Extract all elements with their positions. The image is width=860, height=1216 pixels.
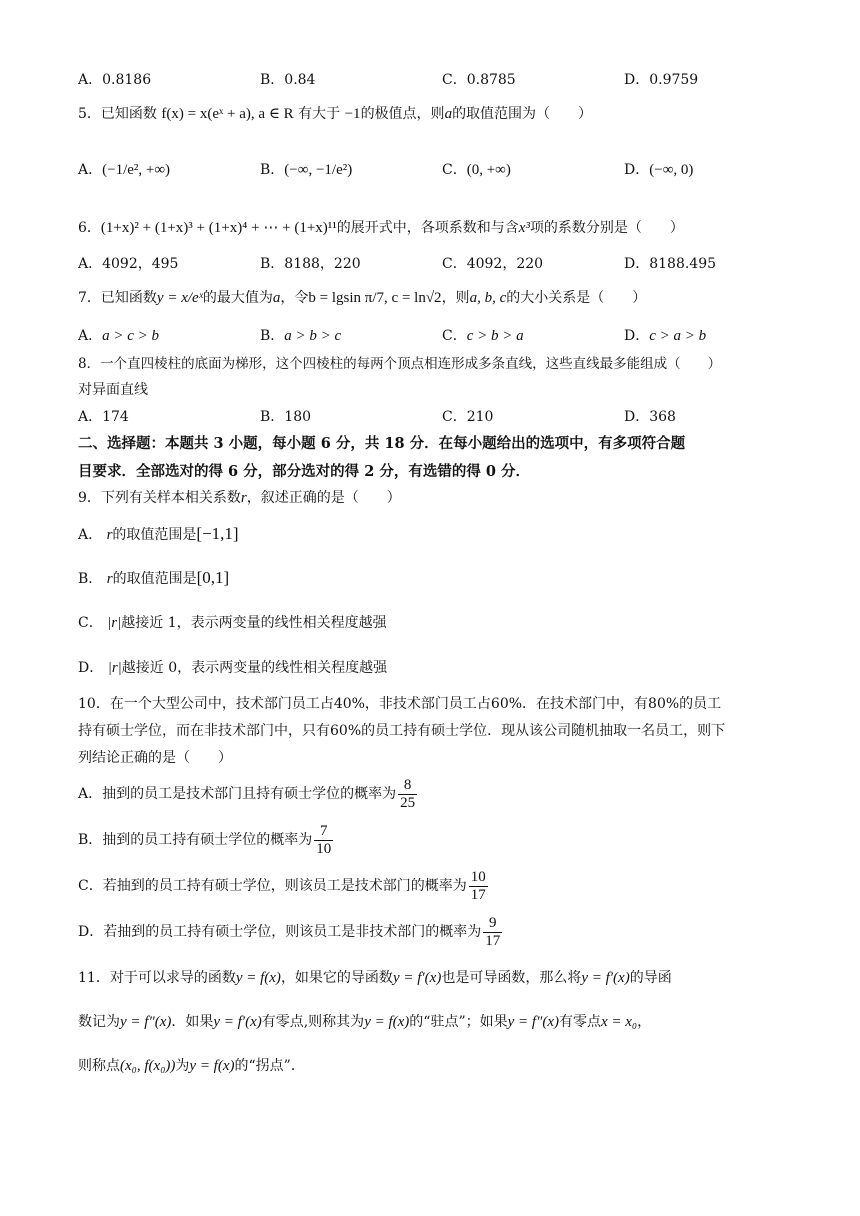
- q7-vars: a, b, c: [469, 290, 507, 306]
- q11-line2: 数记为y = f″(x)．如果y = f′(x)有零点,则称其为y = f(x)的“驻点”；如果y = f″(x)有零点x = x₀，: [78, 1014, 652, 1030]
- q10-option-b: [78, 820, 335, 860]
- q10-option-a: [78, 774, 419, 814]
- q4-option-a: A．0.8186: [78, 72, 152, 88]
- q9-stem-text: 9．下列有关样本相关系数: [78, 490, 241, 506]
- q7-option-c-math: c > b > a: [466, 328, 524, 344]
- q9-stem-end: ，叙述正确的是（ ）: [246, 490, 401, 506]
- q6-stem: [78, 218, 684, 238]
- q9-option-b: B． r的取值范围是[0,1]: [78, 568, 230, 587]
- q6-option-a: A．4092，495: [78, 256, 179, 272]
- q5-option-b: [260, 160, 352, 180]
- q10-option-d-text: D．若抽到的员工持有硕士学位，则该员工是非技术部门的概率为: [78, 924, 482, 940]
- q9-stem: [78, 488, 401, 508]
- q5-end: 的取值范围为（ ）: [452, 106, 593, 122]
- q9-option-a: A． r的取值范围是[−1,1]: [78, 524, 239, 543]
- q9-option-c-abs-r: |r|: [107, 615, 122, 631]
- q6-prefix: 6．: [78, 220, 101, 236]
- q7-option-c: [442, 326, 524, 346]
- q8-option-d: D．368: [624, 409, 676, 425]
- q5-stem: [78, 104, 592, 124]
- q5-option-b-math: (−∞, −1/e²): [284, 162, 353, 178]
- q9-option-c: C． |r|越接近 1，表示两变量的线性相关程度越强: [78, 615, 387, 631]
- q5-option-a: [78, 160, 170, 180]
- q5-suffix: 的极值点，则: [360, 106, 445, 122]
- q8-option-a: A．174: [78, 409, 129, 425]
- q7-option-c-label: C．: [442, 328, 467, 344]
- q7-option-b-label: B．: [260, 328, 285, 344]
- q9-option-a-math: [−1,1]: [196, 524, 239, 543]
- q10-option-d-fraction: $\frac{9}{17}$: [485, 914, 501, 949]
- q9-option-a-text: 的取值范围是: [112, 527, 197, 543]
- section2-heading-line1: 二、选择题：本题共 3 小题，每小题 6 分，共 18 分．在每小题给出的选项中，有多项符合题: [78, 435, 686, 452]
- q5-value: −1: [344, 106, 361, 122]
- q11-line1: 11．对于可以求导的函数y = f(x)，如果它的导函数y = f′(x)也是可导函数，那么将y = f′(x)的导函: [78, 970, 672, 986]
- q5-formula: f(x) = x(eˣ + a), a ∈ R: [161, 106, 294, 122]
- q6-text2: 项的系数分别是（ ）: [529, 220, 684, 236]
- q11-line3: 则称点(x₀, f(x₀))为y = f(x)的“拐点”．: [78, 1058, 305, 1074]
- q7-option-d: [624, 326, 706, 346]
- q10-line1: 10．在一个大型公司中，技术部门员工占40%，非技术部门员工占60%．在技术部门中，有80%的员工: [78, 696, 722, 712]
- q7-option-b: [260, 326, 341, 346]
- q7-formula2: b = lgsin π/7, c = ln√2: [308, 290, 442, 306]
- q8-line1: 8．一个直四棱柱的底面为梯形，这个四棱柱的每两个顶点相连形成多条直线，这些直线最多能组成（ ）: [78, 356, 722, 372]
- q9-option-d: D． |r|越接近 0，表示两变量的线性相关程度越强: [78, 660, 388, 676]
- q4-option-c: C．0.8785: [442, 72, 516, 88]
- q5-middle: 有大于: [298, 106, 341, 122]
- q7-text1: 的最大值为: [202, 290, 273, 306]
- q6-option-d: D．8188.495: [624, 256, 717, 272]
- q4-option-d: D．0.9759: [624, 72, 699, 88]
- q10-option-c-fraction: $\frac{10}{17}$: [470, 868, 486, 903]
- q10-line2: 持有硕士学位，而在非技术部门中，只有60%的员工持有硕士学位．现从该公司随机抽取一名员工，则下: [78, 723, 726, 739]
- q7-option-d-math: c > a > b: [649, 328, 707, 344]
- section2-heading-line2: 目要求．全部选对的得 6 分，部分选对的得 2 分，有选错的得 0 分．: [78, 463, 531, 480]
- q6-option-b: B．8188，220: [260, 256, 361, 272]
- q7-option-b-math: a > b > c: [284, 328, 342, 344]
- q10-option-c: [78, 866, 490, 906]
- q7-text2: ，令: [280, 290, 309, 306]
- q10-option-d: [78, 912, 504, 952]
- q5-option-c-math: (0, +∞): [466, 162, 511, 178]
- q9-option-c-text: 越接近 1，表示两变量的线性相关程度越强: [121, 615, 387, 631]
- q5-var: a: [444, 106, 453, 122]
- q4-option-b: B．0.84: [260, 72, 316, 88]
- q7-option-a-math: a > c > b: [102, 328, 160, 344]
- q7-stem: [78, 288, 646, 308]
- q9-option-a-var: r: [106, 527, 113, 543]
- q10-option-a-text: A．抽到的员工是技术部门且持有硕士学位的概率为: [78, 786, 397, 802]
- q9-option-b-math: [0,1]: [196, 568, 230, 587]
- q5-option-c: [442, 160, 511, 180]
- q5-option-d: [624, 160, 693, 180]
- q10-option-c-text: C．若抽到的员工持有硕士学位，则该员工是技术部门的概率为: [78, 878, 467, 894]
- q8-line2: 对异面直线: [78, 382, 148, 398]
- q10-option-b-text: B．抽到的员工持有硕士学位的概率为: [78, 832, 313, 848]
- q9-stem-var: r: [240, 490, 247, 506]
- q9-option-d-text: 越接近 0，表示两变量的线性相关程度越强: [121, 660, 388, 676]
- q5-option-c-label: C．: [442, 162, 467, 178]
- q8-option-c: C．210: [442, 409, 494, 425]
- q6-option-c: C．4092，220: [442, 256, 544, 272]
- q9-option-b-text: 的取值范围是: [112, 571, 197, 587]
- q10-option-b-fraction: $\frac{7}{10}$: [316, 822, 332, 857]
- q10-line3: 列结论正确的是（ ）: [78, 750, 232, 766]
- q7-option-a: [78, 326, 159, 346]
- q7-var-a: a: [272, 290, 281, 306]
- q5-option-a-label: A．: [78, 162, 103, 178]
- q5-option-d-math: (−∞, 0): [649, 162, 694, 178]
- q7-text4: 的大小关系是（ ）: [506, 290, 647, 306]
- q7-option-d-label: D．: [624, 328, 650, 344]
- q7-text3: ，则: [441, 290, 470, 306]
- q6-term: x³: [518, 220, 530, 236]
- q5-prefix: 5．已知函数: [78, 106, 157, 122]
- q7-prefix: 7．已知函数: [78, 290, 157, 306]
- q9-option-d-abs-r: |r|: [107, 660, 122, 676]
- q9-option-b-var: r: [106, 571, 113, 587]
- q8-option-b: B．180: [260, 409, 312, 425]
- q7-option-a-label: A．: [78, 328, 103, 344]
- q10-option-a-fraction: $\frac{8}{25}$: [400, 776, 416, 811]
- q5-option-a-math: (−1/e², +∞): [102, 162, 171, 178]
- q5-option-b-label: B．: [260, 162, 285, 178]
- q5-option-d-label: D．: [624, 162, 650, 178]
- q6-text1: 的展开式中，各项系数和与含: [336, 220, 519, 236]
- q6-formula: (1+x)² + (1+x)³ + (1+x)⁴ + ⋯ + (1+x)¹¹: [100, 220, 337, 236]
- q7-formula: y = x/eˣ: [156, 290, 203, 306]
